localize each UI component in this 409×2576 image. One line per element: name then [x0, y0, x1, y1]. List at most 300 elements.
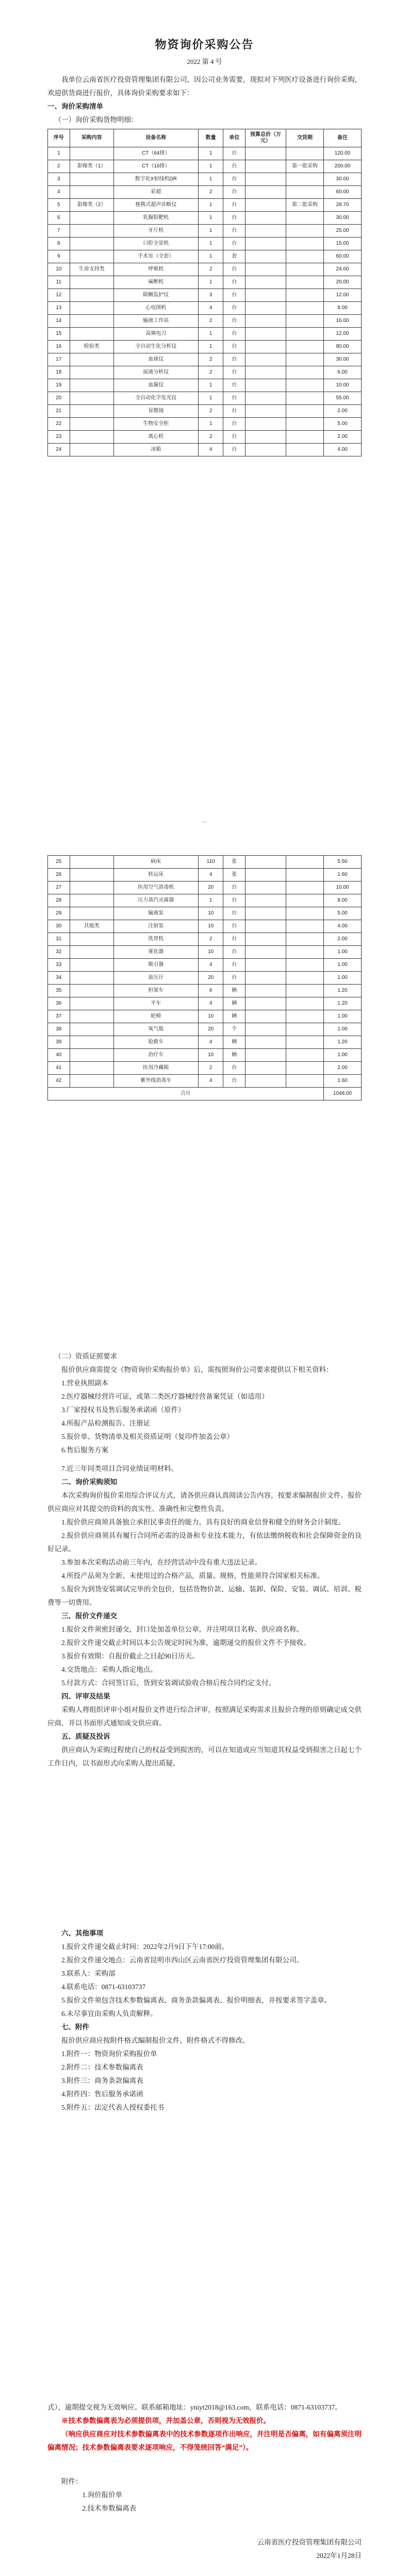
table-header: 备注	[323, 129, 361, 147]
table-cell: 4	[198, 1036, 223, 1049]
body-paragraph: 5.附件五：法定代表人授权委托书	[61, 2104, 165, 2111]
table-cell: 辆	[223, 1010, 246, 1023]
table-cell	[246, 1062, 286, 1075]
table-cell	[286, 250, 324, 263]
table-row	[48, 199, 362, 212]
table-cell: 生物安全柜	[113, 418, 198, 431]
table-cell: 血压计	[113, 972, 198, 985]
table-cell	[286, 186, 324, 199]
page-5-content	[47, 2401, 362, 2563]
table-cell: 台	[223, 933, 246, 946]
table-cell	[286, 431, 324, 444]
table-cell: 抢救车	[113, 1036, 198, 1049]
section-1-2-heading: （二）资质证照要求	[54, 1352, 117, 1360]
table-cell	[246, 920, 286, 933]
body-paragraph: 3.联系人：采购部	[61, 1970, 116, 1977]
deviation-requirement: （响应供应商应对技术参数偏离表中的技术参数逐项作出响应，并注明是否偏离，如有偏离须注明偏离情况；技术参数偏离表要求逐项响应，不得笼统回答“满足”）。	[47, 2430, 362, 2451]
table-row	[48, 907, 362, 920]
table-row	[48, 997, 362, 1010]
table-cell	[286, 379, 324, 392]
table-cell: 医用冷藏箱	[113, 1062, 198, 1075]
table-row	[48, 946, 362, 959]
table-cell	[246, 444, 286, 456]
table-cell: 台	[223, 302, 246, 315]
qualification-item: 5.报价单、货物清单及相关资质证明（复印件加盖公章）	[61, 1433, 234, 1440]
table-row	[48, 1049, 362, 1062]
other-matters-body	[47, 1927, 362, 2114]
qualification-item: 6.售后服务方案	[61, 1446, 109, 1454]
table-cell: 台	[223, 276, 246, 289]
table-cell: 33	[48, 959, 70, 972]
table-cell	[246, 173, 286, 186]
table-cell: 2	[198, 263, 223, 276]
table-cell: 2	[48, 160, 70, 173]
table-total-row	[48, 1088, 362, 1100]
body-paragraph: 采购人将组织评审小组对报价文件进行综合评审，按照满足采购需求且报价合理的原则确定成交供应商，并以书面形式通知成交供应商。	[47, 1706, 362, 1727]
table-cell: 台	[223, 225, 246, 238]
table-cell	[246, 405, 286, 418]
table-cell: 担架车	[113, 985, 198, 997]
table-cell	[286, 353, 324, 366]
table-cell	[286, 894, 324, 907]
table-body	[48, 856, 362, 1088]
table-cell	[246, 894, 286, 907]
table-cell	[246, 856, 286, 869]
table-cell	[246, 1075, 286, 1088]
table-row	[48, 276, 362, 289]
table-cell	[286, 985, 324, 997]
table-cell	[286, 920, 324, 933]
table-cell: 1.60	[323, 869, 361, 882]
table-cell	[246, 263, 286, 276]
body-paragraph: 3.附件三：商务条款偏离表	[61, 2077, 143, 2084]
qualification-item: 1.营业执照副本	[61, 1379, 109, 1387]
table-cell: 34	[48, 972, 70, 985]
table-cell	[286, 263, 324, 276]
table-cell: 全自动化学发光仪	[113, 392, 198, 405]
table-cell	[246, 199, 286, 212]
table-cell	[286, 1075, 324, 1088]
table-body	[48, 147, 362, 456]
table-cell: 30.00	[323, 173, 361, 186]
table-cell: 12	[48, 289, 70, 302]
table-cell	[286, 882, 324, 894]
table-cell	[286, 392, 324, 405]
table-cell: 第二批采购	[286, 199, 324, 212]
table-row	[48, 1023, 362, 1036]
table-cell: 注射泵	[113, 920, 198, 933]
table-cell	[246, 933, 286, 946]
table-row	[48, 444, 362, 456]
table-cell: 1.20	[323, 1036, 361, 1049]
table-cell: 检验类	[70, 341, 113, 353]
table-cell: 5.00	[323, 907, 361, 920]
table-cell: 24	[48, 444, 70, 456]
body-paragraph: 4.附件四：售后服务承诺函	[61, 2090, 143, 2098]
table-cell: 氧气瓶	[113, 1023, 198, 1036]
table-cell	[286, 366, 324, 379]
table-cell	[246, 907, 286, 920]
table-cell	[70, 315, 113, 328]
table-cell: 输液泵	[113, 907, 198, 920]
table-cell: 20	[198, 1023, 223, 1036]
body-paragraph: 5.付款方式：合同签订后，货到安装调试验收合格后按合同约定支付。	[61, 1679, 276, 1687]
table-row	[48, 418, 362, 431]
table-row	[48, 1075, 362, 1088]
body-paragraph: 2.报价文件递交地点：云南省昆明市西山区云南省医疗投资管理集团有限公司。	[61, 1956, 304, 1964]
table-cell: 辆	[223, 985, 246, 997]
table-cell	[70, 856, 113, 869]
table-cell	[286, 276, 324, 289]
table-cell: 1.00	[323, 972, 361, 985]
table-row	[48, 353, 362, 366]
table-cell	[70, 250, 113, 263]
table-cell: 影像类（1）	[70, 160, 113, 173]
table-cell: 110	[198, 856, 223, 869]
table-cell: 27	[48, 882, 70, 894]
table-row	[48, 366, 362, 379]
body-paragraph: 2.附件二：技术参数偏离表	[61, 2063, 143, 2071]
table-cell: 输液工作站	[113, 315, 198, 328]
table-cell	[286, 341, 324, 353]
table-cell: 台	[223, 212, 246, 225]
table-cell: 台	[223, 328, 246, 341]
table-cell: 1.20	[323, 997, 361, 1010]
table-cell	[246, 997, 286, 1010]
table-cell: 10	[198, 1049, 223, 1062]
table-cell	[70, 869, 113, 882]
table-cell	[70, 882, 113, 894]
table-cell: 其他类	[70, 920, 113, 933]
table-cell: 轮椅	[113, 1010, 198, 1023]
table-cell	[246, 959, 286, 972]
table-cell: 台	[223, 379, 246, 392]
table-cell: 台	[223, 186, 246, 199]
table-cell	[70, 959, 113, 972]
table-cell: 1	[48, 147, 70, 160]
table-cell	[286, 173, 324, 186]
table-cell: 55.00	[323, 392, 361, 405]
table-cell: 个	[223, 1023, 246, 1036]
table-cell: 1	[198, 212, 223, 225]
table-cell: 张	[223, 869, 246, 882]
table-cell	[246, 186, 286, 199]
table-cell: 4	[198, 302, 223, 315]
table-cell: 35	[48, 985, 70, 997]
table-row	[48, 147, 362, 160]
table-cell: 1	[198, 160, 223, 173]
table-cell: 32	[48, 946, 70, 959]
table-row	[48, 315, 362, 328]
qualification-item: 3.厂家授权书及售后服务承诺函（原件）	[61, 1406, 185, 1414]
table-cell: 手术室（全套）	[113, 250, 198, 263]
section-1-heading: 一、询价采购清单	[47, 103, 103, 110]
table-cell: 2	[198, 431, 223, 444]
table-cell	[70, 289, 113, 302]
table-cell: 辆	[223, 997, 246, 1010]
table-header: 单位	[223, 129, 246, 147]
table-cell	[286, 1049, 324, 1062]
table-cell: 18	[48, 366, 70, 379]
table-row	[48, 1036, 362, 1049]
table-cell: 台	[223, 431, 246, 444]
table-cell: 36	[48, 997, 70, 1010]
table-cell: 台	[223, 920, 246, 933]
table-cell: 病床	[113, 856, 198, 869]
table-cell	[70, 1049, 113, 1062]
attachment-item: 2.技术参数偏离表	[82, 2504, 137, 2512]
table-cell: 台	[223, 405, 246, 418]
body-paragraph: 本次采购询价报价采用综合评议方式，请各供应商认真阅读公告内容，按要求编制报价文件。报价供应商应对其提交的资料的真实性、准确性和完整性负责。	[47, 1492, 362, 1513]
page-4-content	[47, 1927, 362, 2114]
table-cell: 12.00	[323, 328, 361, 341]
page-4	[0, 1917, 409, 2380]
table-cell	[70, 946, 113, 959]
table-row	[48, 160, 362, 173]
body-paragraph: 4.交货地点：采购人指定地点。	[61, 1666, 157, 1673]
table-cell: 20	[198, 882, 223, 894]
table-cell: 10	[198, 946, 223, 959]
table-cell: 除颤监护仪	[113, 289, 198, 302]
table-row	[48, 920, 362, 933]
table-cell	[246, 250, 286, 263]
table-cell: 1.00	[323, 1023, 361, 1036]
body-paragraph: 报价供应商应按附件格式编制报价文件，附件格式不得修改。	[61, 2037, 250, 2044]
table-cell: 3	[198, 289, 223, 302]
total-label: 合计	[48, 1088, 324, 1100]
table-cell: 台	[223, 199, 246, 212]
table-cell	[246, 1049, 286, 1062]
table-cell: 17	[48, 353, 70, 366]
table-cell: 8	[48, 238, 70, 250]
table-cell	[246, 212, 286, 225]
table-cell	[70, 392, 113, 405]
page-2-content	[47, 855, 362, 1100]
table-cell	[246, 328, 286, 341]
body-paragraph: 1.报价供应商须具备独立承担民事责任的能力，具有良好的商业信誉和健全的财务会计制度。	[61, 1518, 346, 1526]
table-cell	[286, 933, 324, 946]
table-cell: 25	[48, 856, 70, 869]
table-cell: 台	[223, 263, 246, 276]
table-cell: 台	[223, 315, 246, 328]
deviation-warning: ※技术参数偏离表为必须提供项，并加盖公章，否则视为无效报价。	[61, 2417, 270, 2425]
table-cell: 10	[198, 907, 223, 920]
body-paragraph: 6.未尽事宜由采购人负责解释。	[61, 2010, 157, 2018]
table-cell: 37	[48, 1010, 70, 1023]
table-cell: 辆	[223, 1049, 246, 1062]
body-paragraph: 7.近三年同类项目合同业绩证明材料。	[61, 1465, 178, 1472]
table-cell: 24.00	[323, 263, 361, 276]
table-cell: 呼吸机	[113, 263, 198, 276]
table-cell: 2	[198, 405, 223, 418]
table-cell	[286, 212, 324, 225]
table-cell	[286, 418, 324, 431]
table-cell: 10.00	[323, 379, 361, 392]
table-cell: 台	[223, 907, 246, 920]
table-cell: 12.00	[323, 289, 361, 302]
table-row	[48, 856, 362, 869]
table-header: 采购内容	[70, 129, 113, 147]
table-cell	[286, 959, 324, 972]
table-cell	[246, 392, 286, 405]
table-cell: 16.00	[323, 315, 361, 328]
total-value: 1048.00	[323, 1088, 361, 1100]
table-cell: 台	[223, 289, 246, 302]
table-row	[48, 379, 362, 392]
table-cell: 60.00	[323, 250, 361, 263]
table-cell: 22	[48, 418, 70, 431]
table-row	[48, 869, 362, 882]
body-paragraph: 供应商认为采购过程使自己的权益受到损害的，可以在知道或应当知道其权益受到损害之日起七个工作日内，以书面形式向采购人提出质疑。	[47, 1746, 362, 1767]
table-cell	[246, 353, 286, 366]
table-cell: 吸引器	[113, 959, 198, 972]
table-cell: 30.00	[323, 212, 361, 225]
table-cell: 4	[198, 444, 223, 456]
table-row	[48, 341, 362, 353]
table-cell: 台	[223, 366, 246, 379]
table-cell: 1.00	[323, 959, 361, 972]
submission-note: 式），逾期提交视为无效响应。联系邮箱地址：yniyt2018@163.com，联系电话：0871-63103737。	[47, 2403, 342, 2411]
table-cell: 40	[48, 1049, 70, 1062]
table-cell: 平车	[113, 997, 198, 1010]
section-heading: 五、质疑及投诉	[61, 1733, 110, 1740]
table-cell	[246, 160, 286, 173]
table-cell	[246, 225, 286, 238]
table-cell: 套	[223, 250, 246, 263]
table-cell	[246, 276, 286, 289]
table-row	[48, 289, 362, 302]
table-cell	[246, 882, 286, 894]
table-header-row	[48, 129, 362, 147]
page-1-content	[47, 36, 362, 456]
table-cell: 4	[198, 869, 223, 882]
body-paragraph: 5.报价为到货安装调试完毕的全包价，包括货物价款、运输、装卸、保险、安装、调试、培训、税费等一切费用。	[47, 1585, 362, 1606]
table-row	[48, 959, 362, 972]
table-row	[48, 328, 362, 341]
table-cell: 麻醉机	[113, 276, 198, 289]
table-cell	[286, 1036, 324, 1049]
document-title: 物资询价采购公告	[155, 38, 254, 51]
page-divider: —	[202, 819, 207, 825]
signature-date: 2022年1月28日	[316, 2552, 362, 2560]
table-cell: 25.00	[323, 225, 361, 238]
table-cell: 1	[198, 147, 223, 160]
table-cell: 14	[48, 315, 70, 328]
procurement-table	[47, 129, 362, 456]
table-cell: 2	[198, 366, 223, 379]
section-heading: 三、报价文件递交	[61, 1612, 117, 1620]
table-cell: 1.60	[323, 1075, 361, 1088]
table-cell	[286, 328, 324, 341]
table-cell: 台	[223, 173, 246, 186]
table-cell: 台	[223, 444, 246, 456]
table-cell: 4.00	[323, 444, 361, 456]
table-cell	[286, 1010, 324, 1023]
table-header: 设备名称	[113, 129, 198, 147]
table-cell: 1	[198, 173, 223, 186]
table-cell: CT（64排）	[113, 147, 198, 160]
table-cell: 血凝仪	[113, 379, 198, 392]
table-cell: 20	[198, 972, 223, 985]
table-cell: 台	[223, 418, 246, 431]
table-cell: 10	[198, 1010, 223, 1023]
table-cell	[246, 1010, 286, 1023]
table-row	[48, 263, 362, 276]
document-number: 2022 第 4 号	[187, 58, 222, 65]
table-cell	[70, 225, 113, 238]
table-cell: 42	[48, 1075, 70, 1088]
table-cell: 台	[223, 946, 246, 959]
table-cell: 4	[198, 997, 223, 1010]
table-cell	[70, 353, 113, 366]
table-cell	[70, 985, 113, 997]
table-row	[48, 212, 362, 225]
table-cell: 便携式超声诊断仪	[113, 199, 198, 212]
table-cell	[246, 972, 286, 985]
table-cell: 60.00	[323, 186, 361, 199]
table-cell: 5.50	[323, 856, 361, 869]
table-cell: 1.00	[323, 946, 361, 959]
table-cell: 台	[223, 1075, 246, 1088]
table-row	[48, 1010, 362, 1023]
table-cell: 28	[48, 894, 70, 907]
table-header: 预算总价（万元）	[246, 129, 286, 147]
table-row	[48, 302, 362, 315]
table-header: 序号	[48, 129, 70, 147]
table-cell	[286, 907, 324, 920]
table-cell: 30	[48, 920, 70, 933]
table-cell: 10	[48, 263, 70, 276]
table-cell: 台	[223, 238, 246, 250]
table-cell: 显微镜	[113, 405, 198, 418]
table-cell	[286, 315, 324, 328]
table-cell: 影像类（2）	[70, 199, 113, 212]
table-cell: 4	[198, 1075, 223, 1088]
table-cell	[246, 431, 286, 444]
table-cell: 1	[198, 276, 223, 289]
table-cell: 台	[223, 160, 246, 173]
table-cell	[246, 1023, 286, 1036]
table-cell	[70, 186, 113, 199]
table-cell	[70, 147, 113, 160]
table-cell: 1	[198, 225, 223, 238]
table-cell: 4	[198, 959, 223, 972]
table-cell: 1.20	[323, 985, 361, 997]
table-cell: 2	[198, 933, 223, 946]
table-cell	[286, 946, 324, 959]
table-cell	[70, 328, 113, 341]
table-cell	[286, 972, 324, 985]
table-cell	[70, 444, 113, 456]
table-cell: 20	[48, 392, 70, 405]
table-cell: 6.00	[323, 366, 361, 379]
table-cell: 台	[223, 894, 246, 907]
table-cell	[70, 997, 113, 1010]
table-cell: 心电图机	[113, 302, 198, 315]
table-cell: 23	[48, 431, 70, 444]
body-paragraph: 2.报价供应商须具有履行合同所必需的设备和专业技术能力，有依法缴纳税收和社会保障资金的良好记录。	[47, 1532, 362, 1553]
table-cell: 39	[48, 1036, 70, 1049]
table-row	[48, 985, 362, 997]
body-paragraph: 5.报价文件须包含技术参数偏离表、商务条款偏离表、报价明细表，并按要求签字盖章。	[61, 1996, 332, 2004]
table-cell: 2.00	[323, 1062, 361, 1075]
attachment-item: 1.询价报价单	[82, 2491, 123, 2499]
page-1	[0, 0, 409, 845]
table-cell: 15	[48, 328, 70, 341]
body-paragraph: 4.联系电话：0871-63103737	[61, 1983, 146, 1991]
table-cell: 8.00	[323, 894, 361, 907]
table-cell: 紫外线消毒车	[113, 1075, 198, 1088]
